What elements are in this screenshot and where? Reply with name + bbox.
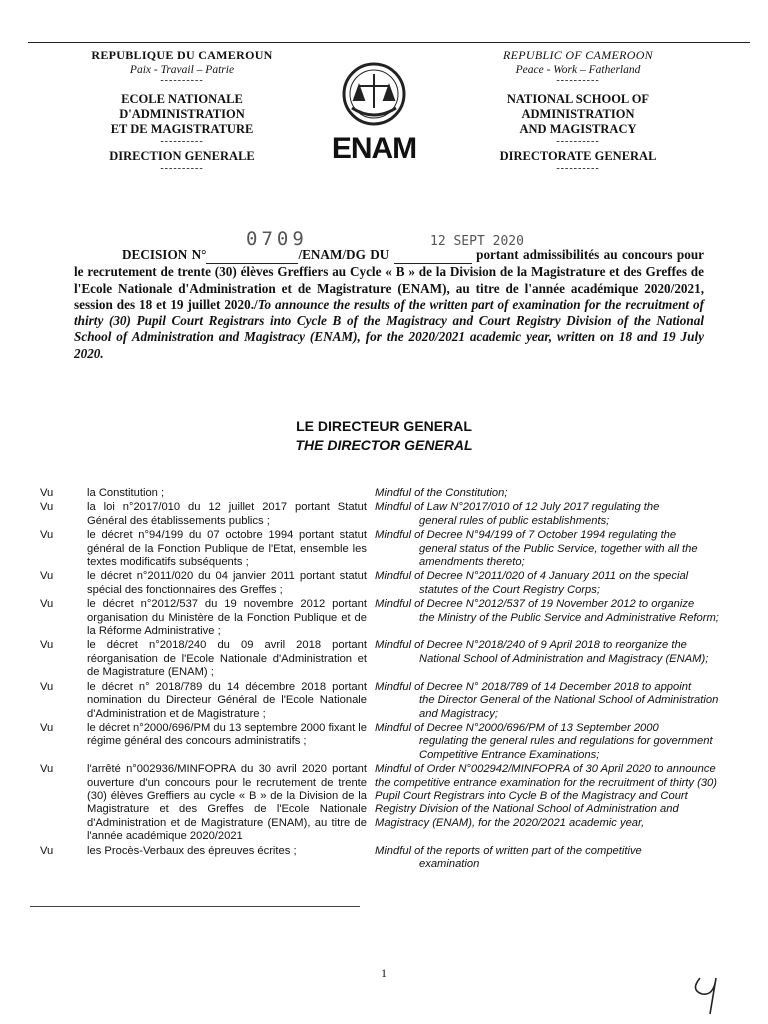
separator: ----------: [556, 75, 600, 86]
enam-logo-text: ENAM: [331, 132, 417, 165]
directorate-en: DIRECTORATE GENERAL: [499, 149, 657, 163]
vu-item: Vu le décret n°2018/240 du 09 avril 2018 portant réorganisation de l'Ecole Nationale d'Administration et de Magistrature (ENAM) ; Mindful of Decree N°2018/240 of 9 April 2018 to reorganize the National School of Administration and Magistracy (ENAM);: [40, 639, 709, 679]
decision-date-stamp: 12 SEPT 2020: [430, 234, 524, 249]
decision-title: DECISION N° /ENAM/DG DU portant admissibilités au concours pour le recrutement de trente (30) élèves Greffiers au Cycle « B » de la Division de la Magistrature et des Greffes de l'Ecole Nationale d'Administration et de Magistrature (ENAM), au titre de l'année académique 2020/2021, session des 18 et 19 juillet 2020./To announce the results of the written part of examination for the recruitment of thirty (30) Pupil Court Registrars into Cycle B of the Magistracy and Court Registry Division of the National School of Administration and Magistracy (ENAM), for the 2020/2021 academic year, written on 18 and 19 July 2020.: [74, 247, 705, 361]
director-title-en: THE DIRECTOR GENERAL: [295, 437, 473, 453]
vu-item: Vu les Procès-Verbaux des épreuves écrites ; Mindful of the reports of written part of the competitive examination: [40, 844, 642, 870]
decision-text-fr: portant admissibilités au concours pour le recrutement de trente (30) élèves Greffiers au Cycle « B » de la Division de la Magistrature et des Greffes de l'Ecole Nationale d'Administration et de Magistrature (ENAM), au titre de l'année académique 2020/2021, session des 18 et 19 juillet 2020./: [74, 247, 705, 312]
vu-item: Vu le décret n°2011/020 du 04 janvier 2011 portant statut spécial des fonctionnaires des Greffes ; Mindful of Decree N°2011/020 of 4 January 2011 on the special statutes of the Court Registry Corps;: [40, 570, 689, 596]
top-rule: [28, 42, 750, 43]
vu-item: Vu la Constitution ; Mindful of the Constitution;: [40, 487, 508, 499]
decision-number-stamp: 0709: [246, 228, 308, 250]
separator: ----------: [160, 75, 204, 86]
country-fr: REPUBLIQUE DU CAMEROUN: [91, 48, 273, 62]
enam-emblem: [314, 56, 434, 166]
considerations-list: [40, 487, 730, 872]
motto-en: Peace - Work – Fatherland: [515, 64, 641, 76]
vu-item: Vu le décret n°2012/537 du 19 novembre 2012 portant organisation du Ministère de la Fonction Publique et de la Réforme Administrative ; Mindful of Decree N°2012/537 of 19 November 2012 to organize the Ministry of the Public Service and Administrative Reform;: [40, 598, 719, 638]
directorate-fr: DIRECTION GENERALE: [109, 149, 255, 163]
vu-item: Vu le décret n°94/199 du 07 octobre 1994 portant statut général de la Fonction Publique de l'Etat, ensemble les textes modificatifs subséquents ; Mindful of Decree N°94/199 of 7 October 1994 regulating the general status of the Public Service, together with all the amendments thereto;: [40, 529, 698, 569]
header-right: [448, 48, 708, 174]
vu-item: Vu le décret n° 2018/789 du 14 décembre 2018 portant nomination du Directeur Général de l'Ecole Nationale d'Administration et de Magistrature ; Mindful of Decree N° 2018/789 of 14 December 2018 to appoint the Director General of the National School of Administration and Magistracy;: [40, 680, 719, 720]
separator: ----------: [160, 163, 204, 174]
vu-item: Vu le décret n°2000/696/PM du 13 septembre 2000 fixant le régime général des concours administratifs ; Mindful of Decree N°2000/696/PM of 13 September 2000 regulating the general rules and regulations for government Competitive Entrance Examinations;: [40, 721, 713, 761]
school-name-fr: ECOLE NATIONALE D'ADMINISTRATION ET DE MAGISTRATURE: [110, 92, 254, 136]
country-en: REPUBLIC OF CAMEROON: [503, 48, 653, 62]
director-title-fr: LE DIRECTEUR GENERAL: [296, 418, 472, 434]
page-number: 1: [381, 966, 387, 980]
separator: ----------: [556, 163, 600, 174]
handwritten-initial-signature: [680, 960, 740, 1020]
separator: ----------: [556, 136, 600, 147]
vu-item: Vu la loi n°2017/010 du 12 juillet 2017 portant Statut Général des établissements publics ; Mindful of Law N°2017/010 of 12 July 2017 regulating the general rules of public establishments;: [40, 501, 660, 527]
vu-item: Vu l'arrêté n°002936/MINFOPRA du 30 avril 2020 portant ouverture d'un concours pour le recrutement de trente (30) élèves Greffiers au cycle « B » de la Division de la Magistrature et des Greffes de l'Ecole Nationale d'Administration et de Magistrature (ENAM), au titre de l'année académique 2020/2021 Mindful of Order N°002942/MINFOPRA of 30 April 2020 to announce the competitive entrance examination for the recruitment of thirty (30) Pupil Court Registrars into Cycle B of the Magistracy and Court Registry Division of the National School of Administration and Magistracy (ENAM), for the 2020/2021 academic year,: [40, 763, 717, 843]
decision-text-en: To announce the results of the written part of examination for the recruitment of thirty (30) Pupil Court Registrars into Cycle B of the Magistracy and Court Registry Division of the National School of Administration and Magistracy (ENAM), for the 2020/2021 academic year, written on 18 and 19 July 2020.: [74, 296, 704, 361]
motto-fr: Paix - Travail – Patrie: [129, 64, 235, 76]
school-name-en: NATIONAL SCHOOL OF ADMINISTRATION AND MAGISTRACY: [506, 92, 650, 136]
bottom-rule: [30, 906, 360, 907]
header-left: [52, 48, 312, 174]
separator: ----------: [160, 136, 204, 147]
